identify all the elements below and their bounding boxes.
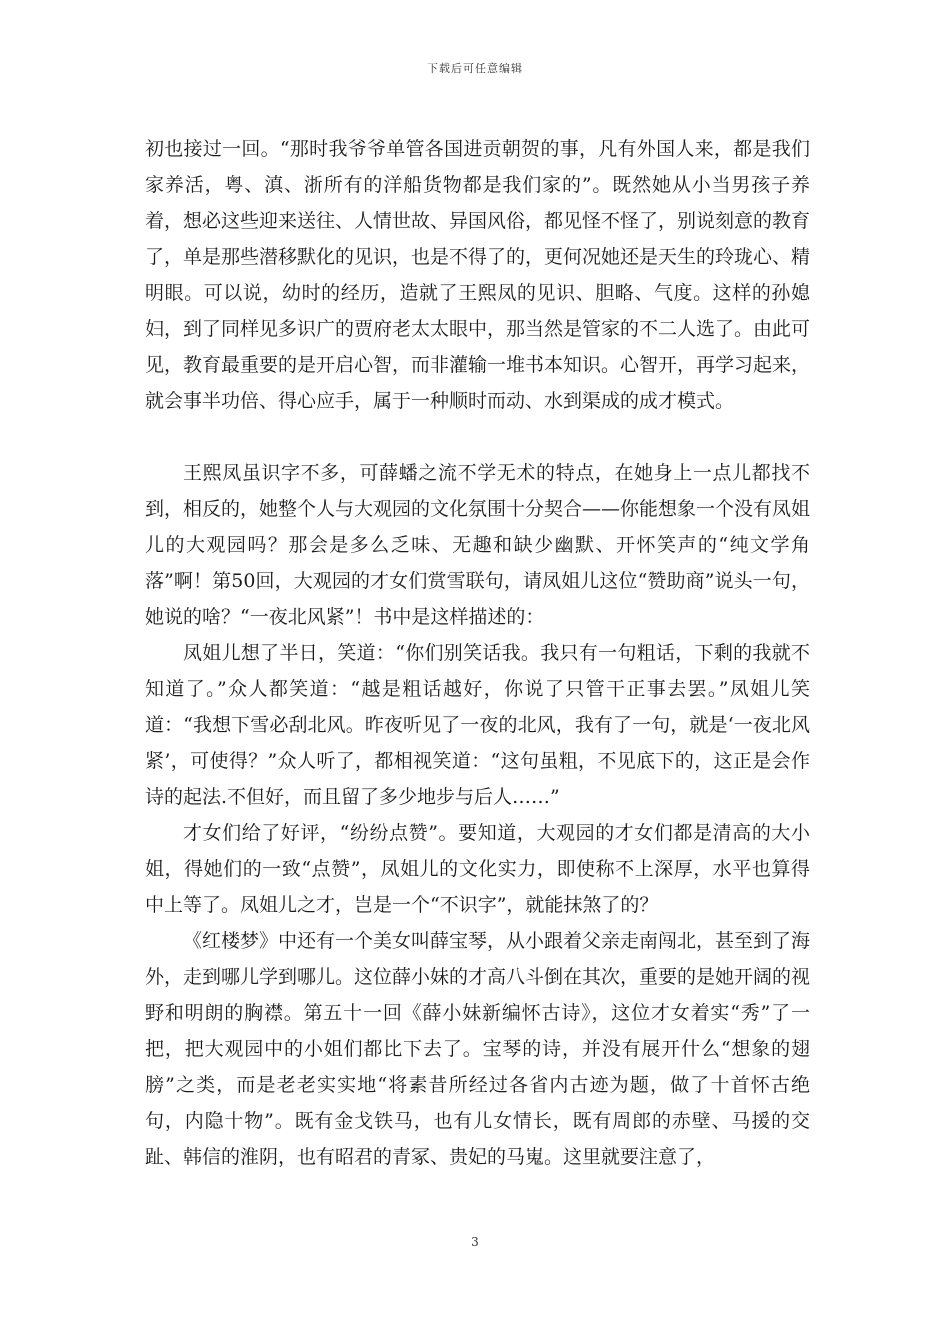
paragraph-wangxifeng: 王熙凤虽识字不多，可薛蟠之流不学无术的特点，在她身上一点儿都找不到，相反的，她整个人与大观园的文化氛围十分契合——你能想象一个没有凤姐儿的大观园吗？那会是多么乏味、无趣和缺少幽默、开怀笑声的“纯文学角落”啊！第50回，大观园的才女们赏雪联句，请凤姐儿这位“赞助商”说头一句，她说的啥？“一夜北风紧”！书中是这样描述的：	[145, 462, 811, 628]
paragraph-baoqin: 《红楼梦》中还有一个美女叫薛宝琴，从小跟着父亲走南闯北，甚至到了海外，走到哪儿学到哪儿。这位薛小妹的才高八斗倒在其次，重要的是她开阔的视野和明朗的胸襟。第五十一回《薛小妹新编怀古诗》，这位才女着实“秀”了一把，把大观园中的小姐们都比下去了。宝琴的诗，并没有展开什么“想象的翅膀”之类，而是老老实实地“将素昔所经过各省内古迹为题，做了十首怀古绝句，内隐十物”。既有金戈铁马，也有儿女情长，既有周郎的赤壁、马援的交趾、韩信的淮阴，也有昭君的青冢、贵妃的马嵬。这里就要注意了，	[145, 930, 811, 1168]
paragraph-quote: 凤姐儿想了半日，笑道：“你们别笑话我。我只有一句粗话，下剩的我就不知道了。”众人都笑道：“越是粗话越好，你说了只管干正事去罢。”凤姐儿笑道：“我想下雪必刮北风。昨夜听见了一夜的北风，我有了一句，就是‘一夜北风紧’，可使得？”众人听了，都相视笑道：“这句虽粗，不见底下的，这正是会作诗的起法.不但好，而且留了多少地步与后人……”	[145, 642, 810, 808]
paragraph-gap	[145, 419, 810, 455]
page-header: 下载后可任意编辑	[427, 62, 523, 75]
document-body	[145, 131, 810, 1175]
page-number: 3	[471, 1235, 479, 1249]
paragraph-continuation: 初也接过一回。“那时我爷爷单管各国进贡朝贺的事，凡有外国人来，都是我们家养活，粤、滇、浙所有的洋船货物都是我们家的”。既然她从小当男孩子养着，想必这些迎来送往、人情世故、异国风俗，都见怪不怪了，别说刻意的教育了，单是那些潜移默化的见识，也是不得了的，更何况她还是天生的玲珑心、精明眼。可以说，幼时的经历，造就了王熙凤的见识、胆略、气度。这样的孙媳妇，到了同样见多识广的贾府老太太眼中，那当然是管家的不二人选了。由此可见，教育最重要的是开启心智，而非灌输一堆书本知识。心智开，再学习起来，就会事半功倍、得心应手，属于一种顺时而动、水到渠成的成才模式。	[145, 138, 811, 412]
paragraph-praise: 才女们给了好评，“纷纷点赞”。要知道，大观园的才女们都是清高的大小姐，得她们的一致“点赞”，凤姐儿的文化实力，即使称不上深厚，水平也算得中上等了。凤姐儿之才，岂是一个“不识字”，就能抹煞了的？	[145, 822, 810, 916]
